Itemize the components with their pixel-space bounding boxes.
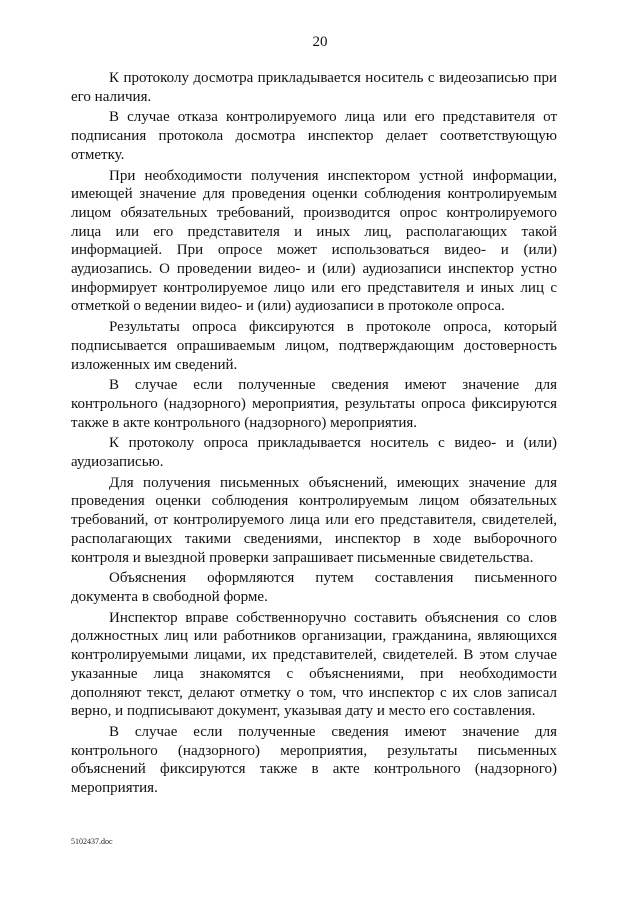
- paragraph-written-explanations: Для получения письменных объяснений, имеющих значение для проведения оценки соблюдения контролируемым лицом обязательных требований, от контролируемого лица или его представителя, свидетелей, располагающих такими сведениями, инспектор в ходе выборочного контроля и выездной проверки запрашивает письменные свидетельства.: [71, 474, 557, 566]
- paragraph-survey-protocol: Результаты опроса фиксируются в протоколе опроса, который подписывается опрашиваемым лицом, подтверждающим достоверность изложенных им сведений.: [71, 319, 557, 373]
- page-number: 20: [312, 34, 328, 50]
- paragraph-media-attachment-survey: К протоколу опроса прикладывается носитель с видео- и (или) аудиозаписью.: [71, 435, 557, 471]
- paragraph-free-form: Объяснения оформляются путем составления письменного документа в свободной форме.: [71, 570, 557, 605]
- document-file-code: 5102437.doc: [71, 837, 113, 846]
- paragraph-survey-results-in-act: В случае если полученные сведения имеют значение для контрольного (надзорного) мероприятия, результаты опроса фиксируются также в акте контрольного (надзорного) мероприятия.: [71, 377, 557, 431]
- paragraph-oral-survey: При необходимости получения инспектором устной информации, имеющей значение для проведения оценки соблюдения контролируемым лицом обязательных требований, производится опрос контролируемого лица или его представителя и иных лиц, располагающих такой информацией. При опросе может использоваться видео- и (или) аудиозапись. О проведении видео- и (или) аудиозаписи инспектор устно информирует контролируемое лицо или его представителя и иных лиц с отметкой о ведении видео- и (или) аудиозаписи в протоколе опроса.: [71, 167, 557, 315]
- paragraph-explanations-in-act: В случае если полученные сведения имеют значение для контрольного (надзорного) мероприятия, результаты письменных объяснений фиксируются также в акте контрольного (надзорного) мероприятия.: [71, 723, 557, 797]
- paragraph-refusal-to-sign: В случае отказа контролируемого лица или его представителя от подписания протокола досмотра инспектор делает соответствующую отметку.: [71, 109, 557, 163]
- paragraph-media-attachment-inspection: К протоколу досмотра прикладывается носитель с видеозаписью при его наличия.: [71, 70, 557, 105]
- paragraph-inspector-compiles: Инспектор вправе собственноручно составить объяснения со слов должностных лиц или работников организации, гражданина, являющихся контролируемыми лицами, их представителей, свидетелей. В этом случае указанные лица знакомятся с объяснениями, при необходимости дополняют текст, делают отметку о том, что инспектор с их слов записал верно, и подписывают документ, указывая дату и место его составления.: [71, 609, 557, 720]
- document-body: [71, 69, 557, 800]
